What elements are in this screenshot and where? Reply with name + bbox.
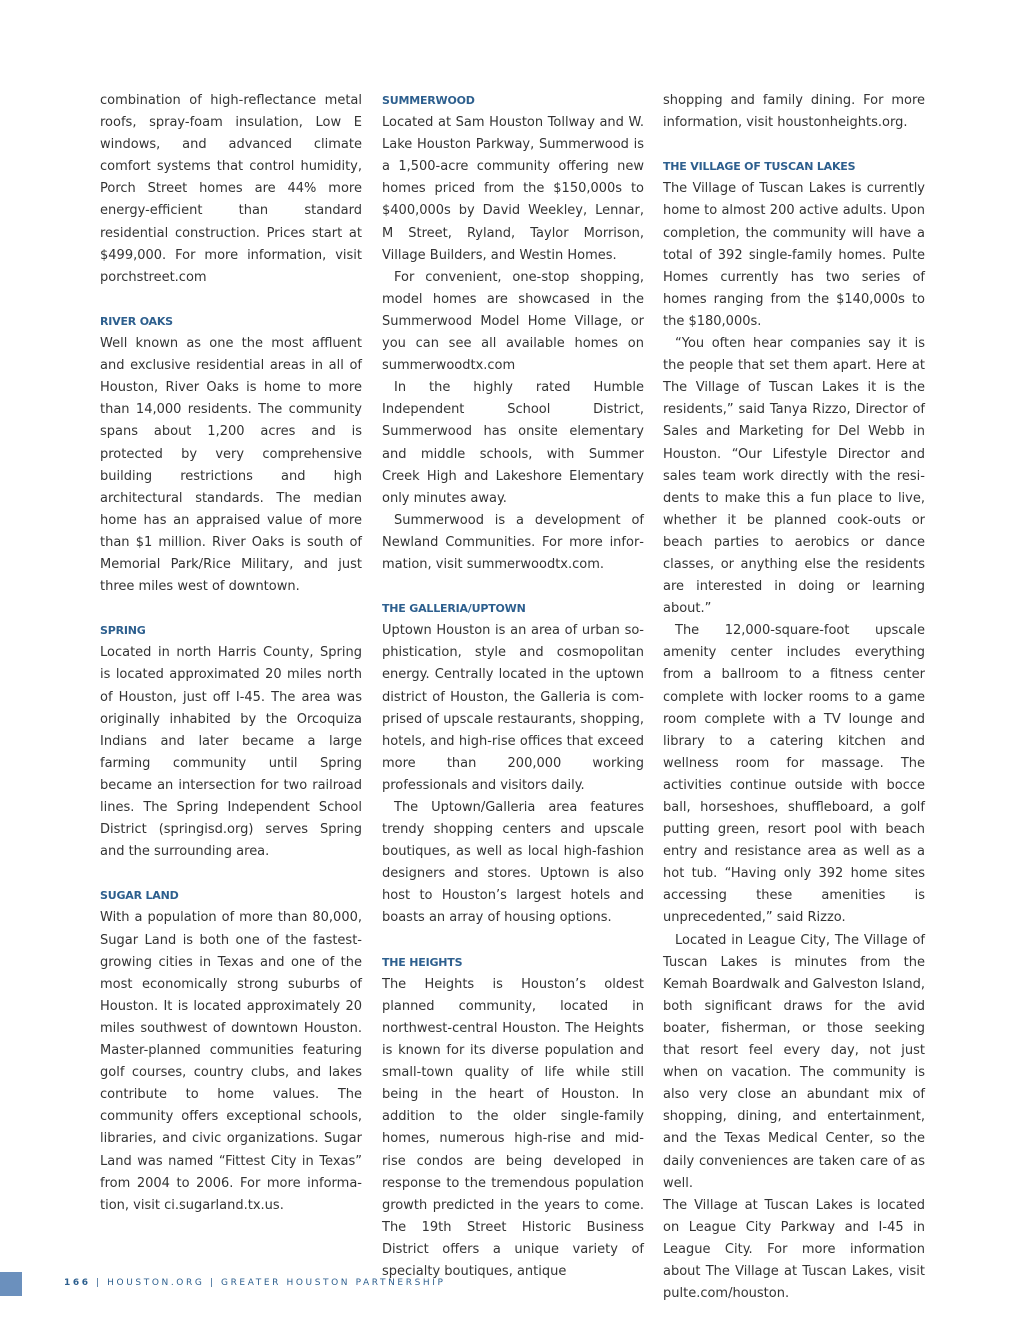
body-paragraph: Uptown Houston is an area of urban sophistication, style and cosmopolitan energy. Centrally located in the uptown district of Houston, the Galleria is comprised of upscale restaurants, shopping, hotels, and high-rise offices that exceed more than 200,000 working professionals and visitors daily.: [382, 623, 644, 793]
section-heading-sugar-land: SUGAR LAND: [100, 889, 179, 903]
page-footer: [64, 1278, 446, 1288]
body-paragraph: “You often hear companies say it is the people that set them apart. Here at The Village of Tuscan Lakes it is the residents,” said Tanya Rizzo, Director of Sales and Marketing for Del Webb in Houston. “Our Lifestyle Director and sales team work directly with the residents to make this a fun place to live, whether it be planned cook-outs or beach parties to aerobics or dance classes, or anything else the residents are interested in doing or learning about.”: [663, 336, 925, 617]
body-paragraph: Well known as one the most affluent and exclusive residential areas in all of Houston, River Oaks is home to more than 14,000 residents. The community spans about 1,200 acres and is protected by very comprehensive building restrictions and high architectural standards. The median home has an appraised value of more than $1 million. River Oaks is south of Memorial Park/Rice Military, and just three miles west of downtown.: [100, 336, 362, 595]
body-paragraph: The 12,000-square-foot upscale amenity center includes everything from a ballroom to a fitness center complete with locker rooms to a game room complete with a TV lounge and library to a catering kitchen and wellness room for massage. The activities continue outside with bocce ball, horseshoes, shuffleboard, a golf putting green, resort pool with beach entry and resistance area as well as a hot tub. “Having only 392 home sites accessing these amenities is unprecedented,” said Rizzo.: [663, 623, 925, 926]
body-paragraph: For convenient, one-stop shopping, model homes are showcased in the Summerwood Model Home Village, or you can see all available homes on summerwoodtx.com: [382, 269, 644, 374]
body-paragraph: The Uptown/Galleria area features trendy shopping centers and upscale boutiques, as well as local high-fashion designers and stores. Uptown is also host to Houston’s largest hotels and boasts an array of housing options.: [382, 800, 644, 926]
body-paragraph: Located at Sam Houston Tollway and W. Lake Houston Parkway, Summerwood is a 1,500-acre community offering new homes priced from the $150,000s to $400,000s by David Weekley, Lennar, M Street, Ryland, Taylor Morrison, Village Builders, and Westin Homes.: [382, 115, 644, 263]
section-heading-spring: SPRING: [100, 624, 146, 638]
footer-site: HOUSTON.ORG: [107, 1278, 205, 1288]
footer-separator: |: [209, 1278, 216, 1288]
footer-separator: |: [96, 1278, 102, 1288]
page-number: 166: [64, 1278, 91, 1288]
article-column-3: [663, 90, 925, 1305]
body-paragraph: Summerwood is a development of Newland Communities. For more information, visit summerwoodtx.com.: [382, 512, 644, 572]
article-column-2: [382, 90, 644, 1283]
section-heading-river-oaks: RIVER OAKS: [100, 314, 173, 328]
article-column-1: [100, 90, 362, 1217]
body-paragraph: The Heights is Houston’s oldest planned community, located in northwest-central Houston. The Heights is known for its diverse population and small-town quality of life while still being in the heart of Houston. In addition to the older single-family homes, numerous high-rise and mid-rise condos are being developed in response to the tremendous population growth predicted in the years to come. The 19th Street Historic Business District offers a unique variety of specialty boutiques, antique: [382, 976, 644, 1279]
footer-color-block: [0, 1272, 22, 1296]
body-paragraph: The Village of Tuscan Lakes is currently home to almost 200 active adults. Upon completion, the community will have a total of 392 single-family homes. Pulte Homes currently has two series of homes ranging from the $140,000s to the $180,000s.: [663, 181, 925, 329]
body-paragraph: The Village at Tuscan Lakes is located on League City Parkway and I-45 in League City. For more information about The Village at Tuscan Lakes, visit pulte.com/houston.: [663, 1197, 925, 1302]
footer-publisher: GREATER HOUSTON PARTNERSHIP: [221, 1278, 446, 1288]
section-heading-tuscan-lakes: THE VILLAGE OF TUSCAN LAKES: [663, 160, 856, 174]
body-paragraph: Located in north Harris County, Spring is located approximated 20 miles north of Houston, just off I-45. The area was originally inhabited by the Orcoquiza Indians and later became a large farming community until Spring became an intersection for two railroad lines. The Spring Independent School District (springisd.org) serves Spring and the surrounding area.: [100, 645, 362, 860]
body-paragraph: shopping and family dining. For more information, visit houstonheights.org.: [663, 93, 925, 131]
section-heading-heights: THE HEIGHTS: [382, 955, 463, 969]
section-heading-galleria: THE GALLERIA/UPTOWN: [382, 602, 526, 616]
body-paragraph: In the highly rated Humble Independent School District, Summerwood has onsite elementary and middle schools, with Summer Creek High and Lakeshore Elementary only minutes away.: [382, 380, 644, 506]
section-heading-summerwood: SUMMERWOOD: [382, 94, 475, 107]
body-paragraph: Located in League City, The Village of Tuscan Lakes is minutes from the Kemah Boardwalk and Galveston Island, both significant draws for the avid boater, fisherman, or those seeking that resort feel every day, not just when on vacation. The community is also very close an abundant mix of shopping, dining, and entertainment, and the Texas Medical Center, so the daily conveniences are taken care of as well.: [663, 932, 925, 1191]
body-paragraph: With a population of more than 80,000, Sugar Land is both one of the fastest-growing cities in Texas and one of the most economically strong suburbs of Houston. It is located approximately 20 miles southwest of downtown Houston. Master-planned communities featuring golf courses, country clubs, and lakes contribute to home values. The community offers exceptional schools, libraries, and civic organizations. Sugar Land was named “Fittest City in Texas” from 2004 to 2006. For more information, visit ci.sugarland.tx.us.: [100, 910, 362, 1213]
body-paragraph: combination of high-reflectance metal roofs, spray-foam insulation, Low E windows, and advanced climate comfort systems that control humidity, Porch Street homes are 44% more energy-efficient than standard residential construction. Prices start at $499,000. For more information, visit porchstreet.com: [100, 93, 362, 285]
